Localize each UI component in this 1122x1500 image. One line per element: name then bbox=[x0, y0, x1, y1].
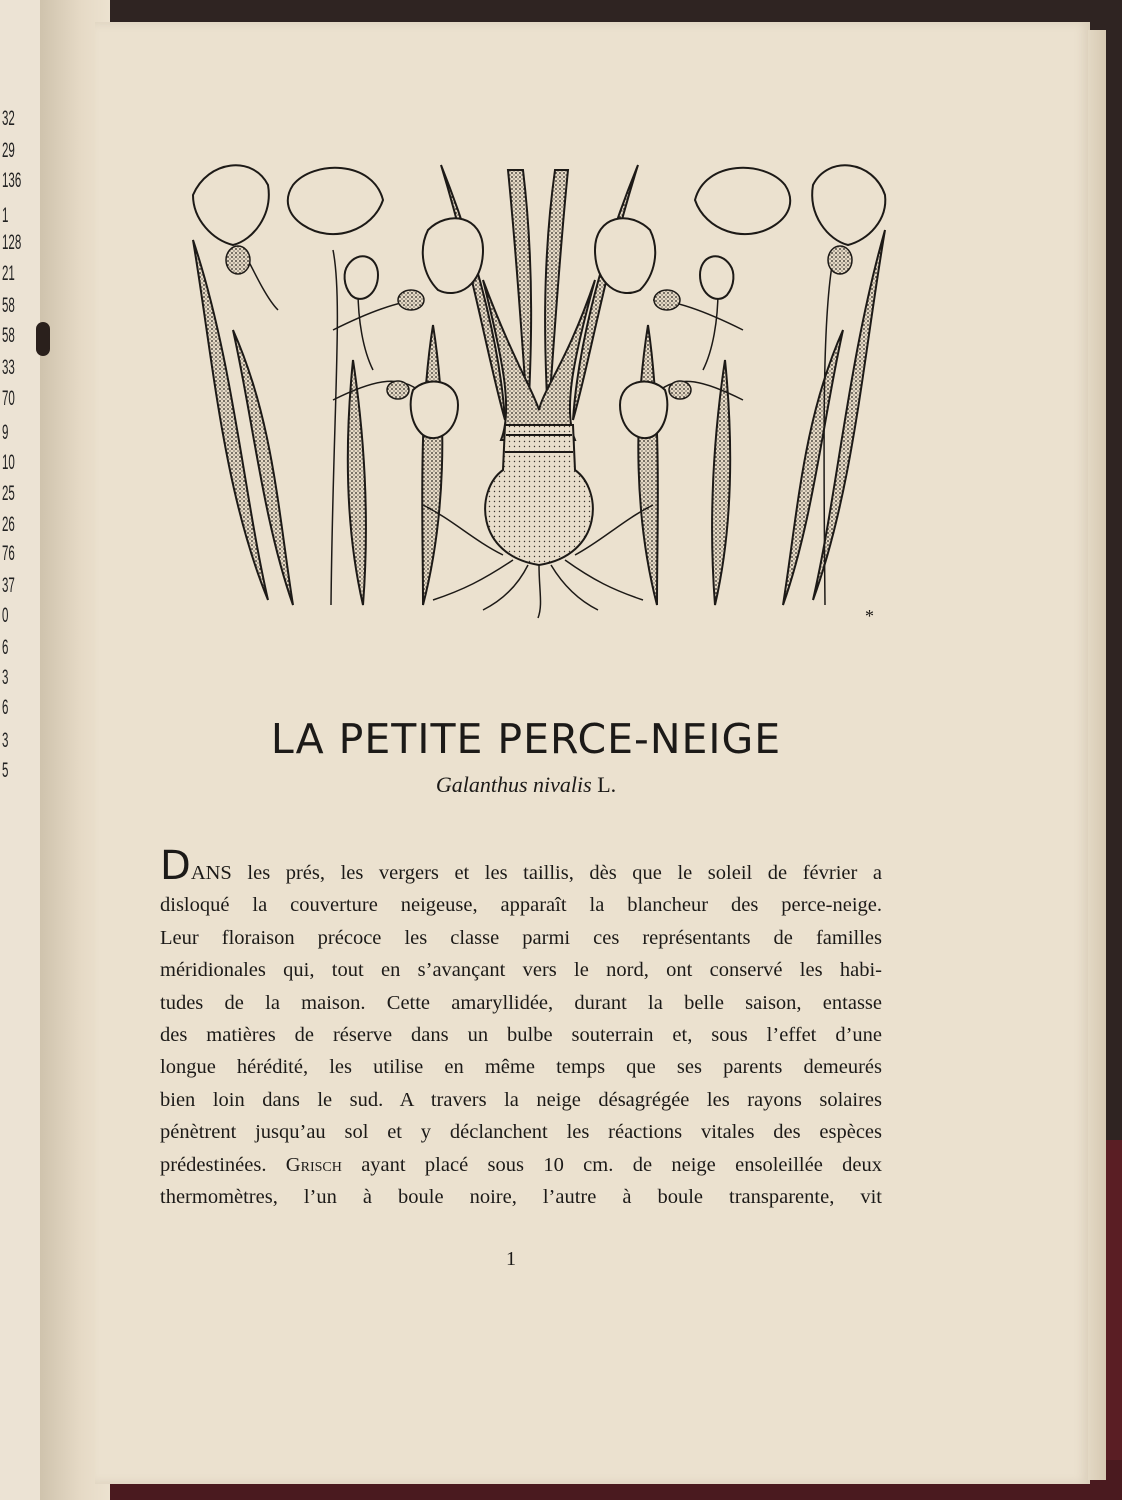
body-line-10-a: prédestinées. bbox=[160, 1153, 286, 1176]
body-line-1-text: les prés, les vergers et les taillis, dès que le soleil de février a bbox=[231, 862, 882, 884]
left-page-number: 136 bbox=[2, 169, 22, 192]
chapter-subtitle bbox=[0, 772, 1052, 798]
left-page-number: 6 bbox=[2, 696, 9, 719]
body-line-9: pénètrent jusqu’au sol et y déclanchent les réactions vitales des espèces bbox=[160, 1121, 882, 1144]
body-line-1 bbox=[160, 843, 882, 889]
species-name: Galanthus nivalis bbox=[435, 772, 592, 797]
left-page-number: 1 bbox=[2, 204, 9, 227]
drop-cap: D bbox=[160, 843, 191, 889]
page-edge bbox=[1088, 30, 1106, 1480]
left-page-number: 6 bbox=[2, 636, 9, 659]
page-number: 1 bbox=[506, 1248, 516, 1270]
left-page-number: 33 bbox=[2, 356, 15, 379]
snowdrop-illustration bbox=[183, 160, 895, 622]
left-page-number: 37 bbox=[2, 574, 15, 597]
species-author: L. bbox=[597, 772, 617, 797]
left-page-number: 128 bbox=[2, 231, 22, 254]
author-name: Grisch bbox=[285, 1153, 342, 1176]
body-line-5: tudes de la maison. Cette amaryllidée, durant la belle saison, entasse bbox=[160, 991, 882, 1014]
body-line-7: longue hérédité, les utilise en même temps que ses parents demeurés bbox=[160, 1056, 882, 1079]
left-page-number: 76 bbox=[2, 542, 15, 565]
left-page-number: 10 bbox=[2, 451, 15, 474]
illustration-mark: * bbox=[865, 606, 874, 622]
left-page-number: 3 bbox=[2, 666, 9, 689]
body-line-4: méridionales qui, tout en s’avançant vers le nord, ont conservé les habi- bbox=[160, 959, 882, 982]
first-word-rest: ANS bbox=[190, 862, 232, 884]
left-page-number: 9 bbox=[2, 421, 9, 444]
left-page-number: 70 bbox=[2, 387, 15, 410]
left-page-number: 32 bbox=[2, 107, 15, 130]
chapter-title: LA PETITE PERCE-NEIGE bbox=[270, 715, 782, 763]
body-line-6: des matières de réserve dans un bulbe souterrain et, sous l’effet d’une bbox=[160, 1024, 882, 1047]
body-line-10 bbox=[160, 1149, 882, 1181]
left-page-number: 58 bbox=[2, 294, 15, 317]
left-page-number: 3 bbox=[2, 729, 9, 752]
body-line-2: disloqué la couverture neigeuse, apparaît la blancheur des perce-neige. bbox=[160, 894, 882, 917]
body-line-8: bien loin dans le sud. A travers la neige désagrégée les rayons solaires bbox=[160, 1088, 882, 1111]
left-page-number: 26 bbox=[2, 513, 15, 536]
left-page-number: 0 bbox=[2, 604, 9, 627]
body-text bbox=[160, 843, 882, 1213]
left-page-number: 5 bbox=[2, 759, 9, 782]
left-page-number: 58 bbox=[2, 324, 15, 347]
body-line-10-b: ayant placé sous 10 cm. de neige ensoleillée deux bbox=[341, 1153, 882, 1176]
left-page-number: 25 bbox=[2, 482, 15, 505]
binding-hole bbox=[36, 322, 50, 356]
left-page-number: 29 bbox=[2, 139, 15, 162]
left-page-number: 21 bbox=[2, 262, 15, 285]
body-line-11: thermomètres, l’un à boule noire, l’autre à boule transparente, vit bbox=[160, 1186, 882, 1209]
body-line-3: Leur floraison précoce les classe parmi ces représentants de familles bbox=[160, 926, 882, 949]
